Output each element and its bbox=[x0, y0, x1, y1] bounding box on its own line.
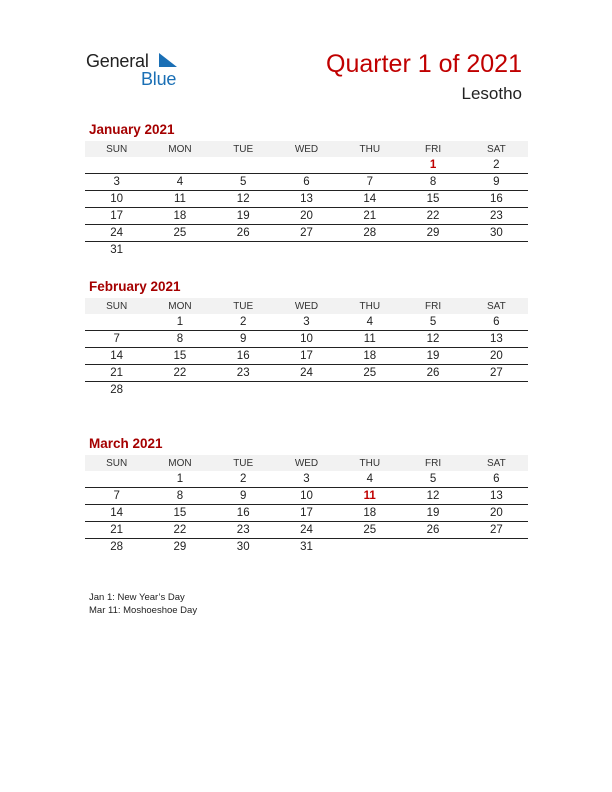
day-cell: 29 bbox=[173, 541, 187, 553]
day-cell: 3 bbox=[275, 314, 338, 331]
month-title: February 2021 bbox=[89, 279, 181, 294]
weekday-header: SAT bbox=[465, 455, 528, 471]
day-cell bbox=[212, 157, 275, 174]
day-cell bbox=[85, 157, 148, 174]
day-cell: 4 bbox=[338, 471, 401, 488]
week-row bbox=[85, 242, 528, 259]
month-march bbox=[85, 435, 528, 555]
day-cell: 28 bbox=[110, 541, 124, 553]
day-cell: 10 bbox=[275, 331, 338, 348]
day-cell: 20 bbox=[275, 208, 338, 225]
day-cell: 6 bbox=[465, 314, 528, 331]
day-cell: 25 bbox=[338, 522, 401, 539]
holiday-note: Mar 11: Moshoeshoe Day bbox=[89, 605, 198, 616]
weekday-header: WED bbox=[275, 455, 338, 471]
weekday-header-row bbox=[85, 455, 528, 471]
week-row bbox=[85, 225, 528, 242]
day-cell: 11 bbox=[338, 331, 401, 348]
week-row bbox=[85, 174, 528, 191]
country-name: Lesotho bbox=[461, 84, 522, 103]
day-cell: 4 bbox=[148, 174, 211, 191]
day-cell: 8 bbox=[401, 174, 464, 191]
day-cell: 9 bbox=[212, 488, 275, 505]
day-cell: 17 bbox=[275, 505, 338, 522]
day-cell bbox=[148, 242, 211, 259]
day-cell bbox=[85, 471, 148, 488]
day-cell bbox=[275, 382, 338, 399]
day-cell: 13 bbox=[275, 191, 338, 208]
day-cell: 16 bbox=[212, 348, 275, 365]
weekday-header: FRI bbox=[401, 455, 464, 471]
weekday-header: SUN bbox=[85, 298, 148, 314]
day-cell: 19 bbox=[401, 348, 464, 365]
day-cell: 21 bbox=[85, 365, 148, 382]
weekday-header: TUE bbox=[212, 455, 275, 471]
day-cell: 2 bbox=[212, 314, 275, 331]
day-cell: 17 bbox=[275, 348, 338, 365]
day-cell: 7 bbox=[85, 488, 148, 505]
day-cell: 25 bbox=[148, 225, 211, 242]
day-cell bbox=[148, 157, 211, 174]
holiday-day-cell: 11 bbox=[338, 488, 401, 505]
day-cell bbox=[465, 242, 528, 259]
day-cell: 24 bbox=[275, 365, 338, 382]
calendar-grid bbox=[85, 298, 528, 398]
day-cell: 13 bbox=[465, 488, 528, 505]
day-cell bbox=[401, 382, 464, 399]
week-row bbox=[85, 191, 528, 208]
week-row bbox=[85, 365, 528, 382]
day-cell: 30 bbox=[465, 225, 528, 242]
day-cell: 20 bbox=[465, 348, 528, 365]
day-cell: 28 bbox=[338, 225, 401, 242]
weekday-header: FRI bbox=[401, 298, 464, 314]
holiday-note: Jan 1: New Year’s Day bbox=[89, 592, 185, 603]
day-cell bbox=[338, 242, 401, 259]
week-row bbox=[85, 157, 528, 174]
week-row bbox=[85, 488, 528, 505]
weekday-header: THU bbox=[338, 455, 401, 471]
day-cell: 3 bbox=[85, 174, 148, 191]
day-cell: 2 bbox=[465, 157, 528, 174]
weekday-header: THU bbox=[338, 141, 401, 157]
day-cell: 15 bbox=[148, 505, 211, 522]
weekday-header: WED bbox=[275, 298, 338, 314]
day-cell: 6 bbox=[465, 471, 528, 488]
day-cell: 18 bbox=[338, 505, 401, 522]
day-cell: 5 bbox=[212, 174, 275, 191]
day-cell: 5 bbox=[401, 314, 464, 331]
page-title: Quarter 1 of 2021 bbox=[326, 50, 522, 78]
weekday-header: THU bbox=[338, 298, 401, 314]
month-january bbox=[85, 121, 528, 258]
day-cell: 9 bbox=[212, 331, 275, 348]
week-row bbox=[85, 471, 528, 488]
weekday-header: FRI bbox=[401, 141, 464, 157]
day-cell: 3 bbox=[275, 471, 338, 488]
day-cell: 25 bbox=[338, 365, 401, 382]
day-cell: 31 bbox=[300, 541, 313, 553]
day-cell bbox=[148, 382, 211, 399]
weekday-header: WED bbox=[275, 141, 338, 157]
day-cell: 17 bbox=[85, 208, 148, 225]
weekday-header: TUE bbox=[212, 298, 275, 314]
day-cell: 18 bbox=[338, 348, 401, 365]
week-row bbox=[85, 505, 528, 522]
month-february bbox=[85, 278, 528, 398]
day-cell: 23 bbox=[212, 365, 275, 382]
generalblue-logo bbox=[86, 51, 196, 91]
day-cell bbox=[275, 242, 338, 259]
week-row bbox=[85, 314, 528, 331]
day-cell: 8 bbox=[148, 331, 211, 348]
day-cell: 21 bbox=[85, 522, 148, 539]
week-row bbox=[85, 522, 528, 539]
month-title: March 2021 bbox=[89, 436, 163, 451]
day-cell: 20 bbox=[465, 505, 528, 522]
day-cell: 22 bbox=[401, 208, 464, 225]
week-row bbox=[85, 348, 528, 365]
day-cell: 6 bbox=[275, 174, 338, 191]
weekday-header: SAT bbox=[465, 298, 528, 314]
weekday-header: MON bbox=[148, 298, 211, 314]
day-cell: 19 bbox=[401, 505, 464, 522]
day-cell: 22 bbox=[148, 365, 211, 382]
week-row bbox=[85, 208, 528, 225]
day-cell: 15 bbox=[401, 191, 464, 208]
day-cell: 12 bbox=[401, 488, 464, 505]
day-cell: 7 bbox=[85, 331, 148, 348]
weekday-header: SUN bbox=[85, 455, 148, 471]
day-cell: 1 bbox=[148, 471, 211, 488]
holiday-day-cell: 1 bbox=[401, 157, 464, 174]
day-cell bbox=[338, 157, 401, 174]
day-cell: 10 bbox=[275, 488, 338, 505]
day-cell: 22 bbox=[148, 522, 211, 539]
day-cell: 28 bbox=[110, 384, 124, 396]
weekday-header: SAT bbox=[465, 141, 528, 157]
week-row bbox=[85, 539, 528, 556]
day-cell: 1 bbox=[148, 314, 211, 331]
day-cell bbox=[275, 157, 338, 174]
day-cell: 24 bbox=[275, 522, 338, 539]
weekday-header-row bbox=[85, 298, 528, 314]
day-cell: 14 bbox=[85, 505, 148, 522]
day-cell: 29 bbox=[401, 225, 464, 242]
day-cell: 14 bbox=[338, 191, 401, 208]
day-cell: 12 bbox=[212, 191, 275, 208]
day-cell: 4 bbox=[338, 314, 401, 331]
week-row bbox=[85, 331, 528, 348]
day-cell: 21 bbox=[338, 208, 401, 225]
day-cell: 31 bbox=[110, 244, 124, 256]
day-cell: 5 bbox=[401, 471, 464, 488]
day-cell: 24 bbox=[85, 225, 148, 242]
day-cell: 10 bbox=[85, 191, 148, 208]
day-cell: 14 bbox=[85, 348, 148, 365]
day-cell bbox=[338, 382, 401, 399]
logo-word-blue: Blue bbox=[141, 69, 177, 89]
holiday-notes bbox=[89, 591, 197, 617]
day-cell bbox=[401, 242, 464, 259]
day-cell: 30 bbox=[236, 541, 250, 553]
day-cell: 2 bbox=[212, 471, 275, 488]
day-cell: 15 bbox=[148, 348, 211, 365]
day-cell: 23 bbox=[465, 208, 528, 225]
day-cell bbox=[338, 539, 401, 556]
day-cell bbox=[465, 539, 528, 556]
weekday-header: MON bbox=[148, 455, 211, 471]
day-cell bbox=[85, 314, 148, 331]
day-cell: 26 bbox=[212, 225, 275, 242]
logo-triangle-icon bbox=[159, 53, 177, 69]
day-cell: 27 bbox=[465, 365, 528, 382]
day-cell: 8 bbox=[148, 488, 211, 505]
day-cell: 9 bbox=[465, 174, 528, 191]
weekday-header-row bbox=[85, 141, 528, 157]
month-title: January 2021 bbox=[89, 122, 175, 137]
day-cell: 16 bbox=[465, 191, 528, 208]
day-cell: 23 bbox=[212, 522, 275, 539]
calendar-grid bbox=[85, 141, 528, 258]
day-cell: 27 bbox=[275, 225, 338, 242]
weekday-header: TUE bbox=[212, 141, 275, 157]
day-cell: 11 bbox=[148, 191, 211, 208]
day-cell: 13 bbox=[465, 331, 528, 348]
day-cell: 26 bbox=[401, 522, 464, 539]
calendar-grid bbox=[85, 455, 528, 555]
weekday-header: SUN bbox=[85, 141, 148, 157]
day-cell: 27 bbox=[465, 522, 528, 539]
day-cell bbox=[465, 382, 528, 399]
day-cell bbox=[212, 382, 275, 399]
day-cell bbox=[401, 539, 464, 556]
weekday-header: MON bbox=[148, 141, 211, 157]
day-cell: 7 bbox=[338, 174, 401, 191]
day-cell: 18 bbox=[148, 208, 211, 225]
day-cell bbox=[212, 242, 275, 259]
day-cell: 19 bbox=[212, 208, 275, 225]
logo-word-general: General bbox=[86, 51, 149, 71]
day-cell: 16 bbox=[212, 505, 275, 522]
day-cell: 12 bbox=[401, 331, 464, 348]
week-row bbox=[85, 382, 528, 399]
day-cell: 26 bbox=[401, 365, 464, 382]
